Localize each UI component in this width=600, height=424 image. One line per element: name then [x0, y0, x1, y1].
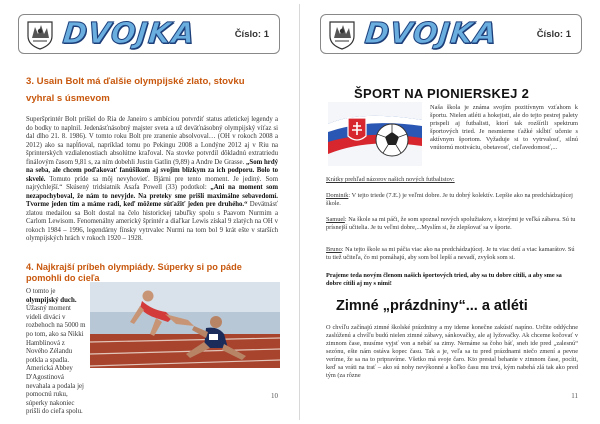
masthead-right [320, 14, 582, 54]
article-bolt-body [26, 116, 278, 244]
left-page [12, 6, 288, 418]
masthead [18, 14, 280, 54]
issue-label: Číslo: 1 [234, 29, 269, 40]
brand-logo: DVOJKA [363, 16, 500, 50]
page-number-right: 11 [571, 392, 578, 400]
runners-photo-illustration [90, 282, 280, 368]
school-crest-icon [25, 18, 55, 50]
question-heading [326, 176, 578, 184]
runners-photo [90, 282, 280, 368]
brand-logo: DVOJKA [61, 16, 198, 50]
article-runners-title [26, 262, 242, 283]
response-samuel: Samuel: Na škole sa mi páči, že som spoznal nových spolužiakov, s ktorými je veľká zábava. Sú tu prísnejší učitelia. Je tu veľmi dobre,...Myslím si, že zlepšovať sa v športe. [326, 216, 576, 231]
winter-section-heading: Zimné „prázdniny“... a atléti [336, 298, 528, 314]
closing-paragraph: Prajeme teda novým členom našich športových tried, aby sa tu dobre cítili, a aby sme sa dobre cítili aj my s nimi! [326, 272, 562, 287]
question-heading-text: Krátky prehľad názorov našich nových futbalistov: [326, 176, 455, 183]
bolt-text-1: Superšprintér Bolt prišiel do Ria de Janeiro s ambíciou potvrdiť status atletickej legendy a do bodky to naplnil. Jedenásťnásobný majster sveta a už deväťnásobný olympijský víťaz si dal dlho 21. 8. 1986). V tomto roku Bolt pre zranenie absolvoval… (OH v rokoch 2008 a 2012) ako sa napĺňoval, napríklad tomu po Pekingu 2008 a Londýne 2012 aj v Riu na šprinterských vzdialenostiach absolútne kraľoval. Na stovke potvrdil dôkladnú extratriedu finálovým časom 9,81 s, za ním dobehli Justin Gatlin (9,89) a Andre De Grasse. [26, 116, 278, 166]
football-photo [328, 102, 422, 166]
article-bolt-title-line2: vyhral s úsmevom [26, 93, 110, 104]
article-runners-body [26, 288, 86, 417]
article-bolt-title [26, 76, 245, 104]
sport-intro: Naša škola je známa svojím pozitívnym vzťahom k športu. Nielen atléti a hokejisti, ale do tejto pestrej palety prispeli aj futbalisti, ktorí tak rozšírili spektrum športových tried. Je nesmierne ťažké skĺbiť učenie s aktívnym športom. Vyžaduje si to vytrvalosť, silnú vnútornú motiváciu, obetavosť, cieľavedomosť,... [430, 104, 578, 151]
issue-label: Číslo: 1 [536, 29, 571, 40]
right-page [314, 6, 590, 418]
bolt-text-3: Devätnásť zlatou medailou sa Bolt dostal na čelo historickej tabuľky spolu s Paavom Nurmim a Carlom Lewisom. Fenomenálny americký šprintér a diaľkar Lewis získal 9 zlatých na OH v rokoch 1984 – 1996, legendárny fínsky vytrvalec Nurmi na tom bol 9 krát ešte v starších olympijských hrách v rokoch 1920 – 1928. [26, 201, 278, 242]
article-bolt-title-line1: 3. Usain Bolt má ďalšie olympijské zlato, stovku [26, 76, 245, 87]
runners-bold: olympijský duch. [26, 296, 77, 304]
runners-text-1: O tomto je [26, 288, 56, 295]
response-text: V tejto triede (7.E.) je veľmi dobre. Je tu dobrý kolektív. Lepšie ako na predchádzajúcej škole. [326, 192, 573, 207]
response-name: Bruno [326, 246, 342, 253]
school-crest-icon [327, 18, 357, 50]
sport-headline: ŠPORT NA PIONIERSKEJ 2 [354, 86, 530, 101]
response-text: Na tejto škole sa mi páčia viac ako na predchádzajúcej. Je tu viac detí a viac kamarátov. Sú tu tiež učiteľa, čo mi pomáhajú, aby som bol lepší a nevadí, zvyšok som si. [326, 246, 575, 261]
page-spine [299, 4, 300, 420]
winter-section-text: O chvíľu začínajú zimné školské prázdniny a my ideme konečne zakúsiť napíno. Určite oddýchne zaslúženú a chvíľu budú nielen zimné zábavy, sánkovačky, ale aj lyžovačky. Ak chceme kočovať v zimnom čase, musíme vyjsť von a nebáť sa zimy. Nemáme sa čoho báť, sneh ide pred „zalesnú“ sezónu, ešte nám ostáva kopec času. Tak a je, veľa sa tu pred prázdnami niečo zmení a pevne veríme, že sa na to pripravíme. Všetko má svoje čaro. Kto prestal behanie v zimnom čase, pocíti, keď sa vráti na trať – ako sú nohy nevýkonné a koľko času mu trvá, kým nabehá zlá tak ako pred tým (za rôzne [326, 324, 578, 379]
bolt-text-2: Tomuto príde sa môj nevyhovieť. Bjárni pre tento moment. Je jediný. Som najrýchlejší.“ Skúsený tridsiatnik Asafa Powell (33) podotkol: [26, 175, 278, 191]
article-runners-title-line2: pomohli do cieľa [26, 272, 100, 283]
response-bruno: Bruno: Na tejto škole sa mi páčia viac ako na predchádzajúcej. Je tu viac detí a viac kamarátov. Sú tu tiež učiteľa, čo mi pomáhajú, aby som bol lepší a nevadí, zvyšok som si. [326, 246, 575, 261]
runners-text-2: Úžasný moment videli diváci v rozbehoch na 5000 m po tom, ako sa Nikki Hamblinová z Nového Zélandu potkla a spadla. Americká Abbey D'Agostinová nevahala a podala jej pomocnú ruku, súperky nakoniec prišli do cieľa spolu. [26, 305, 86, 416]
response-name: Dominik [326, 192, 349, 199]
article-runners-title-line1: 4. Najkrajší príbeh olympiády. Súperky si po páde [26, 262, 242, 272]
page-number-left: 10 [271, 392, 278, 400]
football-photo-illustration [328, 102, 422, 166]
response-text: Na škole sa mi páči, že som spoznal nových spolužiakov, s ktorými je veľká zábava. Sú tu prísnejší učitelia. Je tu veľmi dobre,...Myslím si, že zlepšovať sa v športe. [326, 216, 576, 231]
bolt-quote-1: „Som hrdý na seba, ale chcem poďakovať fanúšikom aj svojim blízkym za ich podporu. Bolo to skvelé. [26, 158, 278, 183]
response-name: Samuel [326, 216, 345, 223]
bolt-quote-2: „Ani na moment som nezapochyboval, že nám to nevyjde. Na preteky sme prišli maximálne sebavedomí. Tvorme jeden tím a máme radi, keď môžeme súťažiť jeden pre druhého.“ [26, 184, 278, 208]
response-dominik: Dominik: V tejto triede (7.E.) je veľmi dobre. Je tu dobrý kolektív. Lepšie ako na predchádzajúcej škole. [326, 192, 573, 207]
